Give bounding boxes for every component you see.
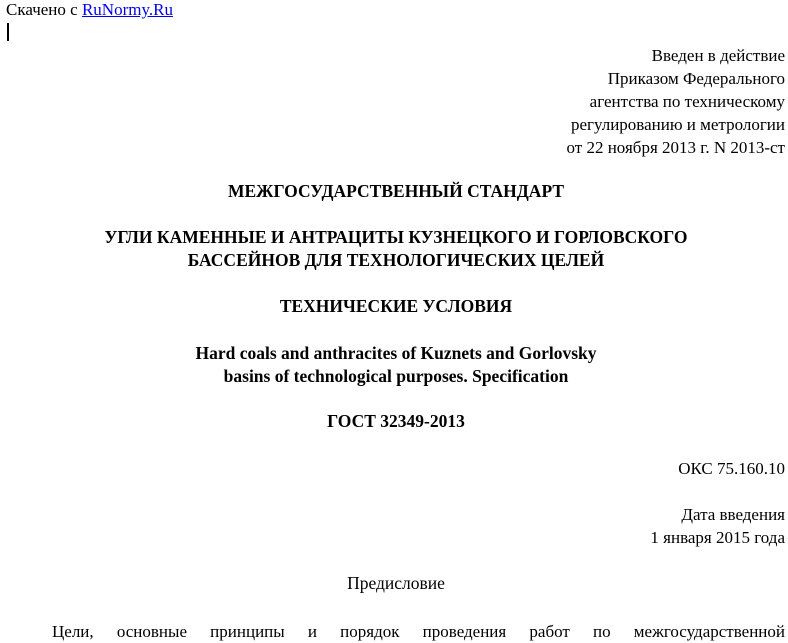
source-prefix: Скачено с xyxy=(6,0,82,19)
standard-type: МЕЖГОСУДАРСТВЕННЫЙ СТАНДАРТ xyxy=(227,181,565,201)
introduction-date-label: Дата введения xyxy=(681,505,785,524)
foreword-first-line: Цели, основные принципы и порядок проведения работ по межгосударственной xyxy=(52,622,785,641)
foreword-heading: Предисловие xyxy=(347,573,445,593)
oks-code: ОКС 75.160.10 xyxy=(678,459,785,478)
title-ru-line-2: БАССЕЙНОВ ДЛЯ ТЕХНОЛОГИЧЕСКИХ ЦЕЛЕЙ xyxy=(187,250,605,270)
subtitle-ru: ТЕХНИЧЕСКИЕ УСЛОВИЯ xyxy=(279,296,513,316)
enactment-line: Введен в действие xyxy=(651,46,785,65)
enactment-line: Приказом Федерального xyxy=(607,69,785,88)
title-en-line-2: basins of technological purposes. Specification xyxy=(223,366,569,386)
enactment-block xyxy=(567,44,786,159)
title-ru-line-1: УГЛИ КАМЕННЫЕ И АНТРАЦИТЫ КУЗНЕЦКОГО И ГОРЛОВСКОГО xyxy=(104,227,688,247)
standard-designation: ГОСТ 32349-2013 xyxy=(327,411,465,431)
enactment-line: регулированию и метрологии xyxy=(570,115,785,134)
text-cursor xyxy=(7,23,9,41)
enactment-line: агентства по техническому xyxy=(589,92,785,111)
enactment-line: от 22 ноября 2013 г. N 2013-ст xyxy=(566,138,785,157)
introduction-date-value: 1 января 2015 года xyxy=(650,528,785,547)
source-link[interactable]: RuNormy.Ru xyxy=(81,0,173,19)
title-en-line-1: Hard coals and anthracites of Kuznets and Gorlovsky xyxy=(195,343,597,363)
source-note xyxy=(6,0,173,20)
